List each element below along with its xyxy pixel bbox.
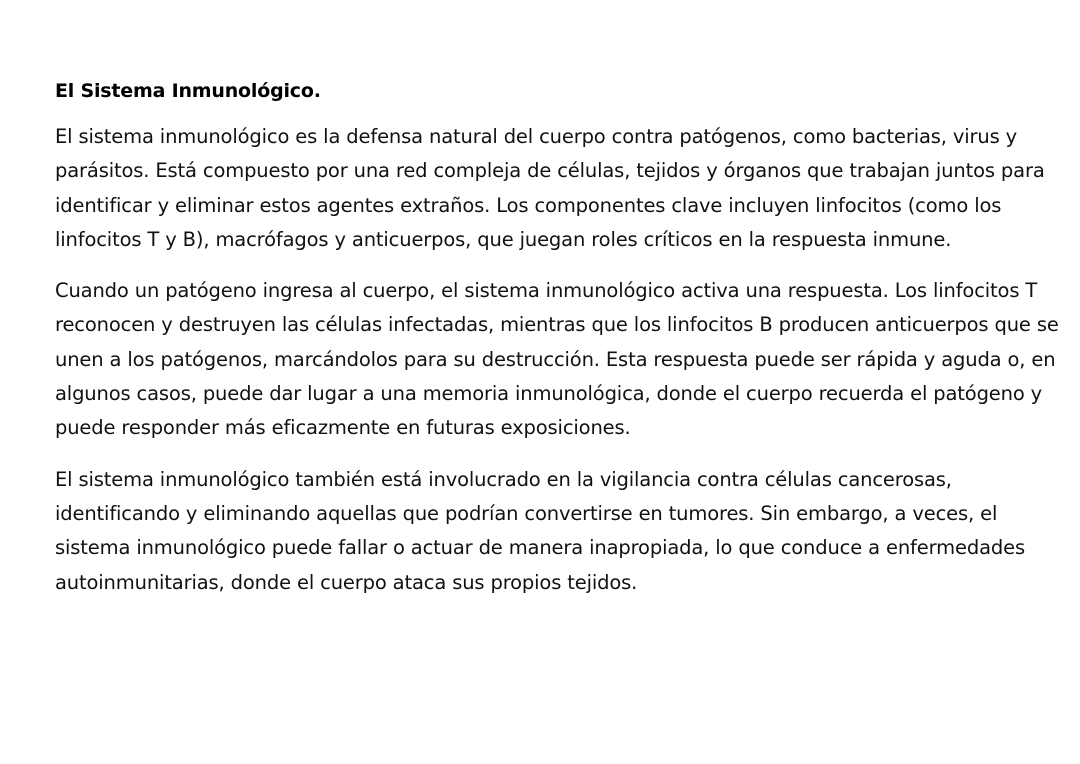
paragraph-3: El sistema inmunológico también está involucrado en la vigilancia contra células cancerosas, identificando y eliminando aquellas que podrían convertirse en tumores. Sin embargo, a veces, el sistema inmunológico puede fallar o actuar de manera inapropiada, lo que conduce a enfermedades autoinmunitarias, donde el cuerpo ataca sus propios tejidos. xyxy=(55,467,1025,594)
document-title: El Sistema Inmunológico. xyxy=(55,80,321,102)
paragraph-2: Cuando un patógeno ingresa al cuerpo, el sistema inmunológico activa una respuesta. Los linfocitos T reconocen y destruyen las células infectadas, mientras que los linfocitos B producen anticuerpos que se unen a los patógenos, marcándolos para su destrucción. Esta respuesta puede ser rápida y aguda o, en algunos casos, puede dar lugar a una memoria inmunológica, donde el cuerpo recuerda el patógeno y puede responder más eficazmente en futuras exposiciones. xyxy=(55,279,1059,440)
document-body xyxy=(55,77,1070,600)
paragraph-1: El sistema inmunológico es la defensa natural del cuerpo contra patógenos, como bacterias, virus y parásitos. Está compuesto por una red compleja de células, tejidos y órganos que trabajan juntos para identificar y eliminar estos agentes extraños. Los componentes clave incluyen linfocitos (como los linfocitos T y B), macrófagos y anticuerpos, que juegan roles críticos en la respuesta inmune. xyxy=(55,125,1045,251)
